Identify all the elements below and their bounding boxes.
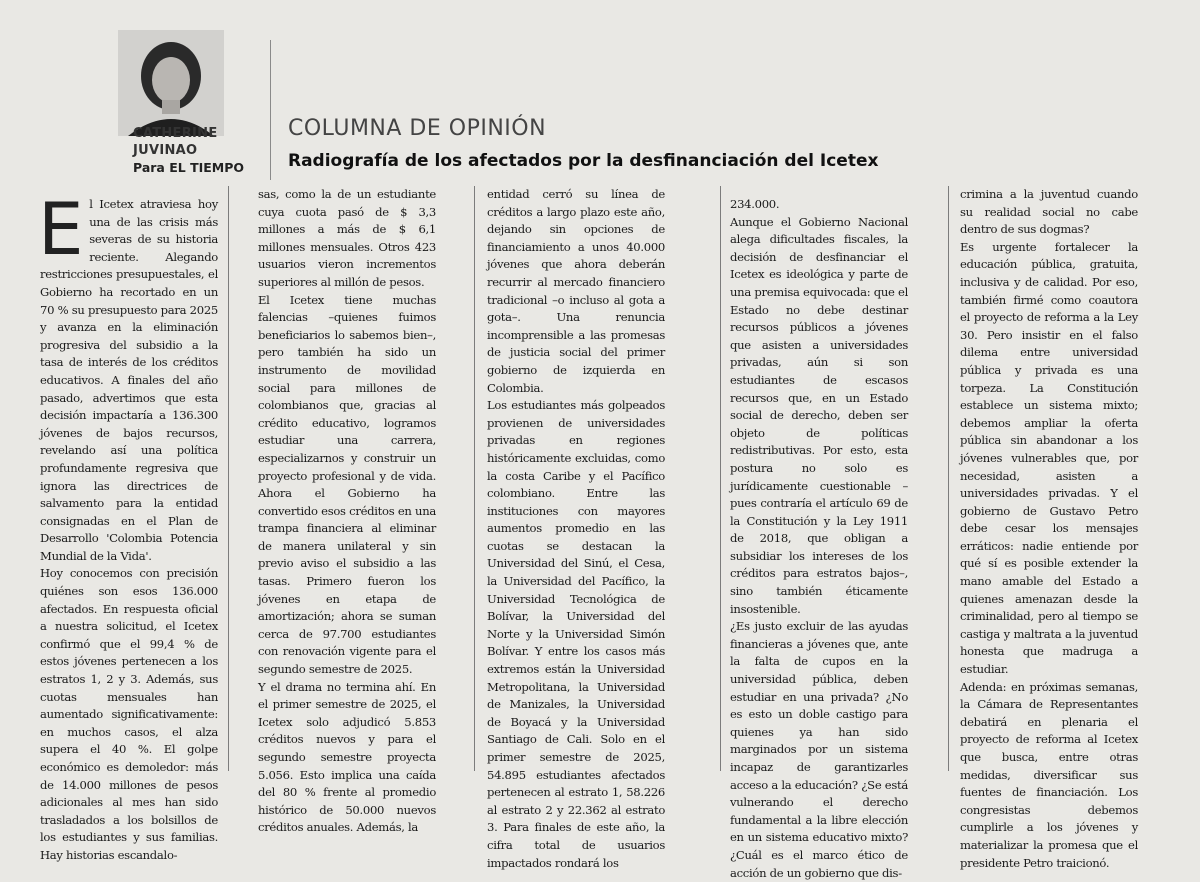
article-column-1 — [38, 187, 218, 862]
article-column-4 — [730, 196, 908, 880]
article-column-3 — [487, 186, 665, 870]
article-column-2 — [258, 186, 436, 835]
column-text: entidad cerró su línea de créditos a largo plazo este año, dejando sin opciones de financiamiento a unos 40.000 jóvenes que ahora deberán recurrir al mercado financiero tradicional –o incluso al gota a gota–. Una renuncia incomprensible a las promesas de justicia social del primer gobierno de izquierda en Colombia. Los estudiantes más golpeados provienen de universidades privadas en regiones históricamente excluidas, como la costa Caribe y el Pacífico colombiano. Entre las instituciones con mayores aumentos promedio en las cuotas se destacan la Universidad del Sinú, el Cesa, la Universidad del Pacífico, la Universidad Tecnológica de Bolívar, la Universidad del Norte y la Universidad Simón Bolívar. Y entre los casos más extremos están la Universidad Metropolitana, la Universidad de Manizales, la Universidad de Boyacá y la Universidad Santiago de Cali. Solo en el primer semestre de 2025, 54.895 estudiantes afectados pertenecen al estrato 1, 58.226 al estrato 2 y 22.362 al estrato 3. Para finales de este año, la cifra total de usuarios impactados rondará los — [487, 187, 665, 870]
section-label: COLUMNA DE OPINIÓN — [288, 116, 547, 141]
column-rule — [474, 186, 475, 771]
drop-cap: E — [38, 187, 84, 271]
author-name-line2: JUVINAO — [133, 143, 198, 158]
article-column-5 — [960, 186, 1138, 870]
author-byline — [133, 125, 273, 176]
author-name-line1: CATHERINE — [133, 126, 218, 141]
column-rule — [228, 186, 229, 771]
author-photo — [118, 30, 224, 136]
headline: Radiografía de los afectados por la desfinanciación del Icetex — [288, 151, 879, 171]
column-text: sas, como la de un estudiante cuya cuota pasó de $ 3,3 millones a más de $ 6,1 millones mensuales. Otros 423 usuarios vieron incrementos superiores al millón de pesos. El Icetex tiene muchas falencias –quienes fuimos beneficiarios lo sabemos bien–, pero también ha sido un instrumento de movilidad social para millones de colombianos que, gracias al crédito educativo, logramos estudiar una carrera, especializarnos y construir un proyecto profesional y de vida. Ahora el Gobierno ha convertido esos créditos en una trampa financiera al eliminar de manera unilateral y sin previo aviso el subsidio a las tasas. Primero fueron los jóvenes en etapa de amortización; ahora se suman cerca de 97.700 estudiantes con renovación vigente para el segundo semestre de 2025. Y el drama no termina ahí. En el primer semestre de 2025, el Icetex solo adjudicó 5.853 créditos nuevos y para el segundo semestre proyecta 5.056. Esto implica una caída del 80 % frente al promedio histórico de 50.000 nuevos créditos anuales. Además, la — [258, 187, 436, 835]
column-rule — [948, 186, 949, 771]
author-affiliation: Para EL TIEMPO — [133, 160, 245, 175]
column-text: 234.000. Aunque el Gobierno Nacional alega dificultades fiscales, la decisión de desfinanciar el Icetex es ideológica y parte de una premisa equivocada: que el Estado no debe destinar recursos públicos a jóvenes que asisten a universidades privadas, aún si son estudiantes de escasos recursos que, en un Estado social de derecho, deben ser objeto de políticas redistributivas. Por esto, esta postura no solo es jurídicamente cuestionable –pues contraría el artículo 69 de la Constitución y la Ley 1911 de 2018, que obligan a subsidiar los intereses de los créditos para estratos bajos–, sino también éticamente insostenible. ¿Es justo excluir de las ayudas financieras a jóvenes que, ante la falta de cupos en la universidad pública, deben estudiar en una privada? ¿No es esto un doble castigo para quienes ya han sido marginados por un sistema incapaz de garantizarles acceso a la educación? ¿Se está vulnerando el derecho fundamental a la libre elección en un sistema educativo mixto? ¿Cuál es el marco ético de acción de un gobierno que dis- — [730, 197, 908, 880]
column-text: crimina a la juventud cuando su realidad social no cabe dentro de sus dogmas? Es urgente fortalecer la educación pública, gratuita, inclusiva y de calidad. Por eso, también firmé como coautora el proyecto de reforma a la Ley 30. Pero insistir en el falso dilema entre universidad pública y privada es una torpeza. La Constitución establece un sistema mixto; debemos ampliar la oferta pública sin abandonar a los jóvenes vulnerables que, por necesidad, asisten a universidades privadas. Y el gobierno de Gustavo Petro debe cesar los mensajes erráticos: nadie entiende por qué sí es posible extender la mano amable del Estado a quienes amenazan desde la criminalidad, pero al tiempo se castiga y maltrata a la juventud honesta que madruga a estudiar. Adenda: en próximas semanas, la Cámara de Representantes debatirá en plenaria el proyecto de reforma al Icetex que busca, entre otras medidas, diversificar sus fuentes de financiación. Los congresistas debemos cumplirle a los jóvenes y materializar la promesa que el presidente Petro traicionó. — [960, 187, 1138, 870]
column-text: l Icetex atraviesa hoy una de las crisis más severas de su historia reciente. Alegando restricciones presupuestales, el Gobierno ha recortado en un 70 % su presupuesto para 2025 y avanza en la eliminación progresiva del subsidio a la tasa de interés de los créditos educativos. A finales del año pasado, advertimos que esta decisión impactaría a 136.300 jóvenes de bajos recursos, revelando así una política profundamente regresiva que ignora las directrices de salvamento para la entidad consignadas en el Plan de Desarrollo 'Colombia Potencia Mundial de la Vida'. Hoy conocemos con precisión quiénes son esos 136.000 afectados. En respuesta oficial a nuestra solicitud, el Icetex confirmó que el 99,4 % de estos jóvenes pertenecen a los estratos 1, 2 y 3. Además, sus cuotas mensuales han aumentado significativamente: en muchos casos, el alza supera el 40 %. El golpe económico es demoledor: más de 14.000 millones de pesos adicionales al mes han sido trasladados a los bolsillos de los estudiantes y sus familias. Hay historias escandalo- — [40, 197, 218, 862]
column-rule — [720, 186, 721, 771]
header-divider — [270, 40, 271, 180]
